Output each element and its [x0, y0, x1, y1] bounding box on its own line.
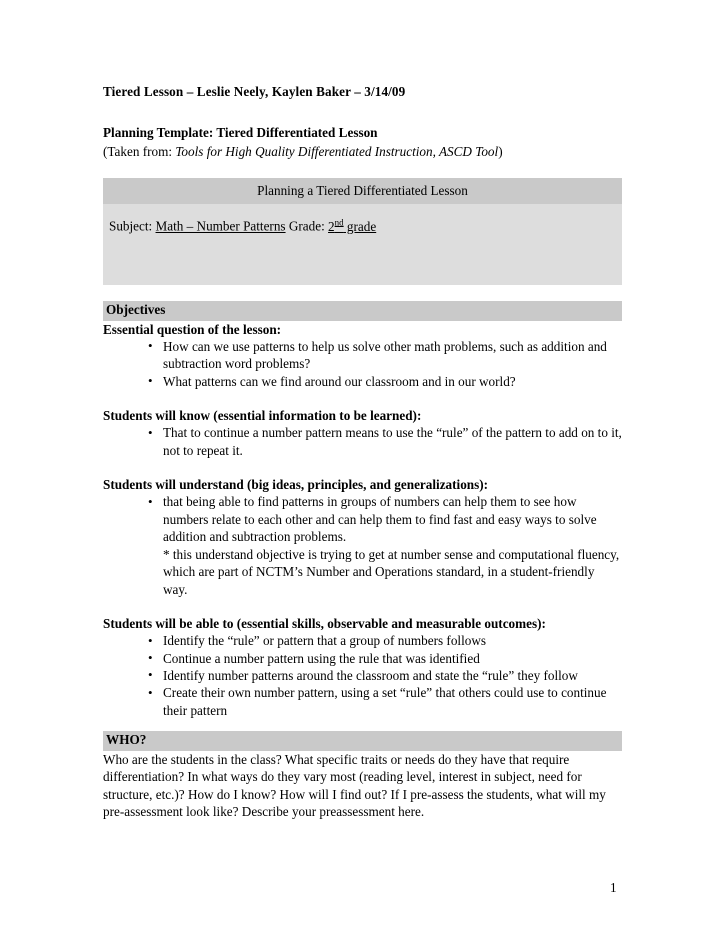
grade-label: Grade: [285, 218, 329, 234]
list-item: • Create their own number pattern, using a set “rule” that others could use to continue their pattern [148, 684, 622, 719]
list-item: • Continue a number pattern using the rule that was identified [148, 650, 622, 667]
spacer [103, 719, 622, 731]
section-band-objectives: Objectives [103, 301, 622, 321]
essential-question-bullet-list [103, 338, 622, 390]
document-title-line: Tiered Lesson – Leslie Neely, Kaylen Baker – 3/14/09 [103, 84, 406, 99]
subject-value: Math – Number Patterns [155, 218, 286, 234]
grade-word: grade [343, 218, 377, 234]
students-will-be-able-to-heading: Students will be able to (essential skills, observable and measurable outcomes): [103, 615, 546, 631]
spacer [103, 598, 622, 615]
spacer [103, 459, 622, 476]
grade-value [328, 219, 376, 234]
planning-header-table [103, 178, 622, 286]
list-item: • Identify number patterns around the classroom and state the “rule” they follow [148, 667, 622, 684]
source-prefix: (Taken from: [103, 143, 176, 159]
list-item: • Identify the “rule” or pattern that a group of numbers follows [148, 632, 622, 649]
header-band-row [103, 178, 622, 205]
list-item: • What patterns can we find around our classroom and in our world? [148, 373, 622, 390]
subject-label: Subject: [109, 218, 156, 234]
source-title-italic: Tools for High Quality Differentiated Instruction, ASCD Tool [175, 143, 499, 159]
grade-number: 2 [328, 218, 335, 234]
students-will-be-able-to-bullet-list [103, 632, 622, 719]
understand-note: * this understand objective is trying to get at number sense and computational fluency, which are part of NCTM’s Number and Operations standard, in a student-friendly way. [163, 546, 620, 597]
spacer [103, 390, 622, 407]
students-will-understand-bullet-list [103, 493, 622, 598]
list-item: • How can we use patterns to help us solve other math problems, such as addition and subtraction word problems? [148, 338, 622, 373]
source-attribution [103, 143, 622, 160]
planning-band-title: Planning a Tiered Differentiated Lesson [103, 178, 622, 205]
essential-question-heading: Essential question of the lesson: [103, 321, 282, 337]
students-will-know-heading: Students will know (essential information to be learned): [103, 408, 422, 424]
who-body-paragraph: Who are the students in the class? What specific traits or needs do they have that require differentiation? In what ways do they vary most (reading level, interest in subject, need for structure, etc.)? How do I know? How will I find out? If I pre-assess the students, what will my pre-assessment look like? Describe your preassessment here. [103, 751, 606, 820]
students-will-understand-heading: Students will understand (big ideas, principles, and generalizations): [103, 477, 489, 493]
document-content [103, 84, 622, 821]
list-item: • that being able to find patterns in groups of numbers can help them to see how numbers relate to each other and can help them to find fast and easy ways to solve addition and subtraction problems. [148, 493, 622, 545]
section-band-who: WHO? [103, 731, 622, 751]
students-will-know-bullet-list [103, 424, 622, 459]
page-number: 1 [610, 880, 617, 895]
source-suffix: ) [498, 143, 503, 159]
header-body-row [103, 204, 622, 285]
subject-grade-cell [103, 204, 622, 285]
grade-ordinal-suffix: nd [334, 217, 344, 228]
template-heading: Planning Template: Tiered Differentiated Lesson [103, 124, 378, 140]
list-item: • That to continue a number pattern means to use the “rule” of the pattern to add on to it, not to repeat it. [148, 424, 622, 459]
